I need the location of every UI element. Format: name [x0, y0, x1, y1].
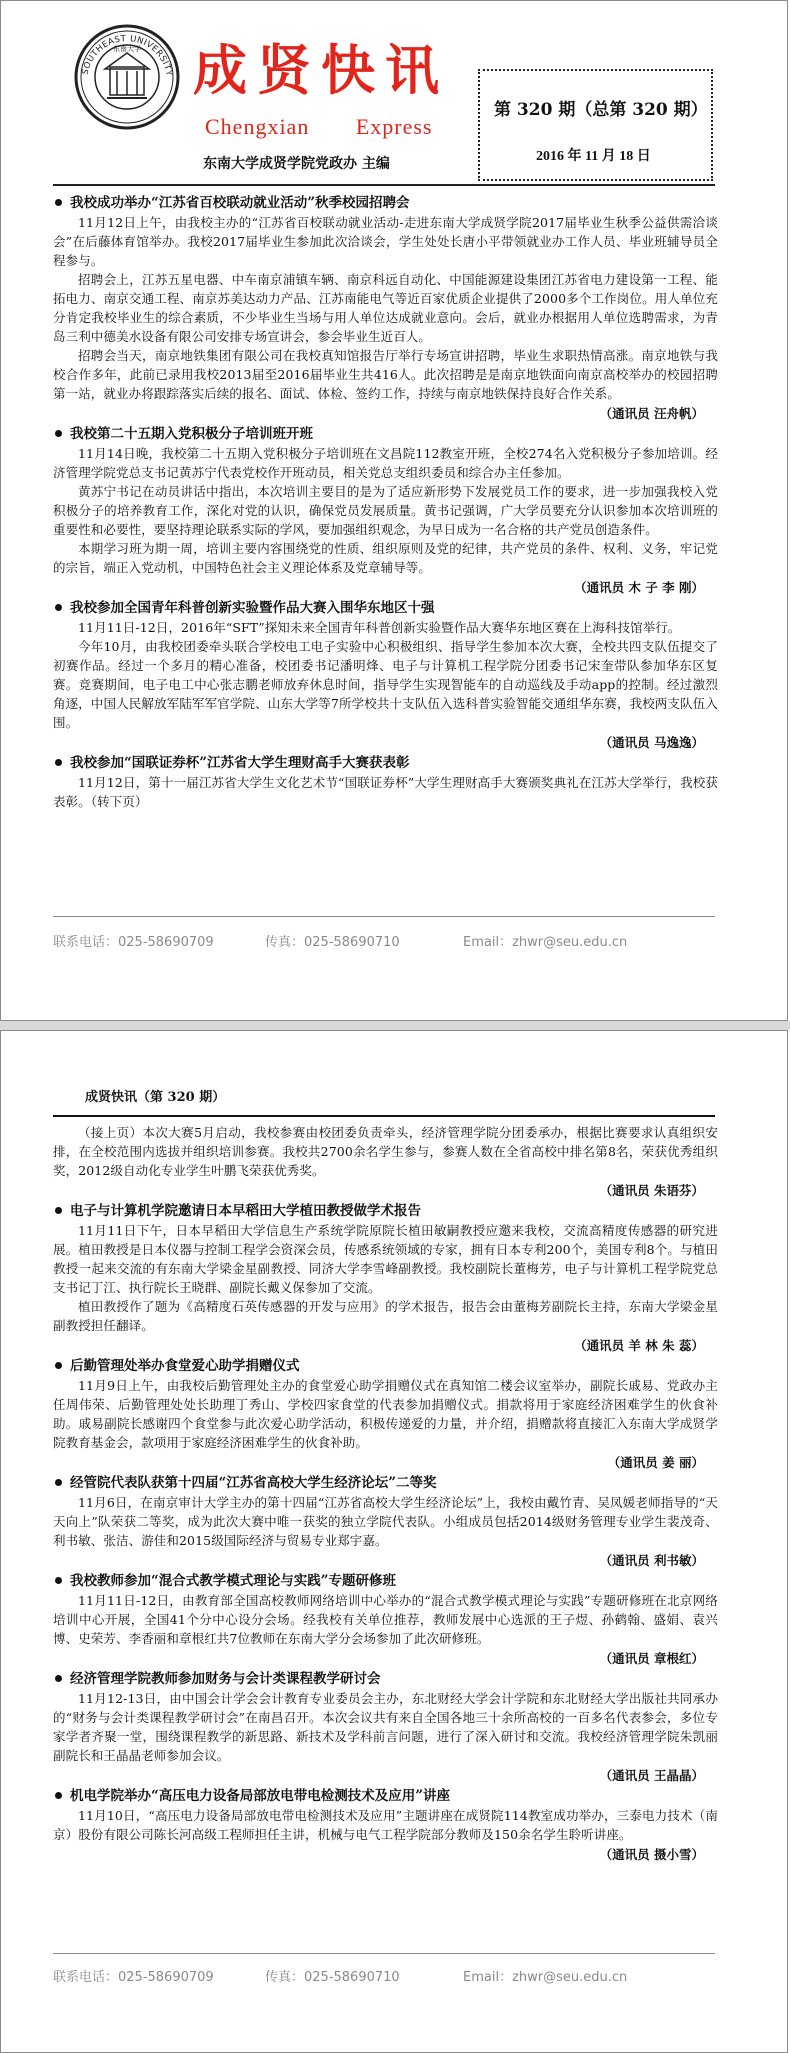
article-paragraph: 本期学习班为期一周，培训主要内容围绕党的性质、组织原则及党的纪律，共产党员的条件、权利、义务，牢记党的宗旨，端正入党动机，中国特色社会主义理论体系及党章辅导等。	[53, 541, 718, 575]
article	[53, 1787, 718, 1866]
newsletter-page-1	[0, 0, 788, 1021]
article-title	[53, 194, 718, 213]
article-title-text: 经管院代表队获第十四届“江苏省高校大学生经济论坛”二等奖	[70, 1475, 437, 1491]
article-title-text: 我校参加“国联证券杯”江苏省大学生理财高手大赛获表彰	[70, 755, 410, 771]
newsletter-subtitle: Chengxian Express	[205, 114, 433, 139]
article-paragraph: 招聘会上，江苏五星电器、中车南京浦镇车辆、南京科远自动化、中国能源建设集团江苏省电力建设第一工程、能拓电力、南京交通工程、南京苏美达动力产品、江苏南能电气等近百家优质企业提供了2000多个工作岗位。用人单位充分肯定我校毕业生的综合素质，不少毕业生当场与用人单位达成就业意向。会后，就业办根据用人单位选聘需求，为青岛三利中德美水设备有限公司安排专场宣讲会，参会毕业生近百人。	[53, 272, 718, 344]
article-byline: （通讯员 朱语芬）	[599, 1183, 704, 1198]
article-title	[53, 1474, 718, 1493]
article-paragraph: 11月11日-12日，2016年“SFT”探知未来全国青年科普创新实验暨作品大赛华东地区赛在上海科技馆举行。	[78, 620, 681, 635]
article-paragraph: 11月11日下午，日本早稻田大学信息生产系统学院原院长植田敏嗣教授应邀来我校，交流高精度传感器的研究进展。植田教授是日本仪器与控制工程学会资深会员，传感系统领域的专家，拥有日本专利200个，美国专利8个。与植田教授一起来交流的有东南大学梁金星副教授、同济大学李雪峰副教授。我校副院长董梅芳，电子与计算机工程学院党总支书记丁江、执行院长王晓群、副院长戴义保参加了交流。	[53, 1223, 718, 1295]
editor-line: 东南大学成贤学院党政办 主编	[203, 156, 390, 172]
article-title	[53, 599, 718, 618]
header-divider	[53, 184, 715, 186]
article	[53, 1572, 718, 1670]
bullet-icon	[55, 604, 62, 611]
bullet-icon	[55, 1362, 62, 1369]
article-byline: （通讯员 利书敏）	[599, 1553, 704, 1568]
newsletter-page-2	[0, 1030, 788, 2053]
seal-top-text: 东南大学	[113, 45, 141, 53]
article-paragraph: 植田教授作了题为《高精度石英传感器的开发与应用》的学术报告，报告会由董梅芳副院长主持，东南大学梁金星副教授担任翻译。	[53, 1299, 718, 1333]
article-paragraph: 11月6日，在南京审计大学主办的第十四届“江苏省高校大学生经济论坛”上，我校由戴竹青、吴凤媛老师指导的“天天向上”队荣获二等奖，成为此次大赛中唯一获奖的独立学院代表队。小组成员包括2014级财务管理专业学生裴茂奇、利书敏、张洁、游佳和2015级国际经济与贸易专业郑宇嘉。	[53, 1495, 718, 1548]
article-title-text: 我校第二十五期入党积极分子培训班开班	[70, 426, 313, 442]
article	[53, 425, 718, 599]
article	[53, 1123, 718, 1202]
article-title-text: 经济管理学院教师参加财务与会计类课程教学研讨会	[70, 1671, 381, 1687]
article-title	[53, 754, 718, 773]
svg-text:SOUTHEAST UNIVERSITY	[81, 34, 174, 77]
article-byline: （通讯员 王晶晶）	[599, 1768, 704, 1783]
issue-number: 第 320 期（总第 320 期）	[494, 100, 708, 120]
page-1-articles	[53, 194, 718, 811]
article	[53, 1202, 718, 1357]
article-byline: （通讯员 汪舟帆）	[599, 406, 704, 421]
article-byline: （通讯员 羊 林 朱 蕊）	[574, 1338, 704, 1353]
page-2-articles	[53, 1123, 718, 1866]
article-byline: （通讯员 章根红）	[599, 1651, 704, 1666]
article-title-text: 我校成功举办“江苏省百校联动就业活动”秋季校园招聘会	[70, 195, 410, 211]
article-title	[53, 1670, 718, 1689]
footer-fax-2: 传真：025-58690710	[265, 1970, 400, 1985]
article	[53, 1474, 718, 1572]
footer-phone: 联系电话：025-58690709	[53, 935, 214, 950]
bullet-icon	[55, 1792, 62, 1799]
article	[53, 1357, 718, 1474]
article-byline: （通讯员 马逸逸）	[599, 735, 704, 750]
bullet-icon	[55, 1675, 62, 1682]
article-byline: （通讯员 姜 丽）	[607, 1455, 704, 1470]
issue-date: 2016 年 11 月 18 日	[536, 149, 651, 164]
newsletter-title: 成贤快讯	[193, 38, 449, 102]
article-title	[53, 1787, 718, 1806]
bullet-icon	[55, 759, 62, 766]
bullet-icon	[55, 1577, 62, 1584]
bullet-icon	[55, 1479, 62, 1486]
article-title	[53, 1202, 718, 1221]
article-paragraph: 11月10日，“高压电力设备局部放电带电检测技术及应用”主题讲座在成贤院114教室成功举办，三泰电力技术（南京）股份有限公司陈长河高级工程师担任主讲，机械与电气工程学院部分教师及150余名学生聆听讲座。	[53, 1808, 718, 1842]
article-paragraph: （接上页）本次大赛5月启动，我校参赛由校团委负责牵头，经济管理学院分团委承办，根据比赛要求认真组织安排，在全校范围内选拔并组织培训参赛。我校共2700余名学生参与，参赛人数在全省高校中排名第8名，荣获优秀组织奖，2012级自动化专业学生叶鹏飞荣获优秀奖。	[53, 1125, 718, 1178]
running-header: 成贤快讯（第 320 期）	[85, 1090, 226, 1105]
page-gap	[0, 1021, 790, 1030]
article-title	[53, 1357, 718, 1376]
article-paragraph: 黄苏宁书记在动员讲话中指出，本次培训主要目的是为了适应新形势下发展党员工作的要求，进一步加强我校入党积极分子的培养教育工作，深化对党的认识，确保党员发展质量。黄书记强调，广大学员要充分认识参加本次培训班的重要性和必要性，要坚持理论联系实际的学风，要加强组织观念，为早日成为一名合格的共产党员创造条件。	[53, 484, 718, 537]
article-paragraph: 11月11日-12日，由教育部全国高校教师网络培训中心举办的“混合式教学模式理论与实践”专题研修班在北京网络培训中心开展，全国41个分中心设分会场。经我校有关单位推荐，教师发展中心选派的王子煜、孙鹤翰、盛娟、袁兴博、史荣芳、李香丽和章根红共7位教师在东南大学分会场参加了此次研修班。	[53, 1593, 718, 1646]
article-paragraph: 11月12日上午，由我校主办的“江苏省百校联动就业活动-走进东南大学成贤学院2017届毕业生秋季公益供需洽谈会”在后藤体育馆举办。我校2017届毕业生参加此次洽谈会，学生处处长唐小平带领就业办工作人员、毕业班辅导员全程参与。	[53, 215, 718, 268]
article-byline: （通讯员 摄小雪）	[599, 1847, 704, 1862]
seal-ring-text: SOUTHEAST UNIVERSITY	[80, 33, 174, 78]
footer-fax: 传真：025-58690710	[265, 935, 400, 950]
article	[53, 754, 718, 811]
bullet-icon	[55, 199, 62, 206]
article-title	[53, 1572, 718, 1591]
article	[53, 194, 718, 425]
article-title-text: 后勤管理处举办食堂爱心助学捐赠仪式	[70, 1358, 300, 1374]
article-paragraph: 11月14日晚，我校第二十五期入党积极分子培训班在文昌院112教室开班，全校274名入党积极分子参加培训。经济管理学院党总支书记黄苏宁代表党校作开班动员，相关党总支组织委员和综合办主任参加。	[53, 446, 718, 480]
footer-divider-2	[53, 1953, 715, 1954]
footer-email: Email：zhwr@seu.edu.cn	[463, 935, 628, 950]
article-paragraph: 11月12日，第十一届江苏省大学生文化艺术节“国联证券杯”大学生理财高手大赛颁奖典礼在江苏大学举行，我校获表彰。（转下页）	[53, 775, 718, 809]
article-title	[53, 425, 718, 444]
bullet-icon	[55, 430, 62, 437]
footer-divider	[53, 916, 715, 917]
article-title-text: 我校教师参加“混合式教学模式理论与实践”专题研修班	[70, 1573, 397, 1589]
article-paragraph: 招聘会当天，南京地铁集团有限公司在我校真知馆报告厅举行专场宣讲招聘，毕业生求职热情高涨。南京地铁与我校合作多年，此前已录用我校2013届至2016届毕业生共416人。此次招聘是是南京地铁面向南京高校举办的校园招聘第一站，就业办将跟踪落实后续的报名、面试、体检、签约工作，持续与南京地铁保持良好合作关系。	[53, 348, 718, 401]
article-title-text: 我校参加全国青年科普创新实验暨作品大赛入围华东地区十强	[70, 600, 435, 616]
article-title-text: 电子与计算机学院邀请日本早稻田大学植田教授做学术报告	[70, 1203, 421, 1219]
article	[53, 599, 718, 754]
running-header-divider	[53, 1115, 715, 1117]
article-paragraph: 11月9日上午，由我校后勤管理处主办的食堂爱心助学捐赠仪式在真知馆二楼会议室举办，副院长戚易、党政办主任周伟荣、后勤管理处处长助理丁秀山、学校四家食堂的代表参加捐赠仪式。捐款将用于家庭经济困难学生的伙食补助。戚易副院长感谢四个食堂参与此次爱心助学活动，积极传递爱的力量，并介绍，捐赠款将直接汇入东南大学成贤学院教育基金会，款项用于家庭经济困难学生的伙食补助。	[53, 1378, 718, 1450]
article-title-text: 机电学院举办“高压电力设备局部放电带电检测技术及应用”讲座	[70, 1788, 451, 1804]
issue-info-box	[478, 69, 713, 181]
university-seal-logo	[73, 23, 181, 131]
bullet-icon	[55, 1207, 62, 1214]
article-paragraph: 11月12-13日，由中国会计学会会计教育专业委员会主办，东北财经大学会计学院和东北财经大学出版社共同承办的“财务与会计类课程教学研讨会”在南昌召开。本次会议共有来自全国各地三十余所高校的一百多名代表参会，多位专家学者齐聚一堂，围绕课程教学的新思路、新技术及学科前言问题，进行了深入研讨和交流。我校经济管理学院朱凯丽副院长和王晶晶老师参加会议。	[53, 1691, 718, 1763]
article-paragraph: 今年10月，由我校团委牵头联合学校电工电子实验中心积极组织、指导学生参加本次大赛，全校共四支队伍提交了初赛作品。经过一个多月的精心准备，校团委书记潘明烽、电子与计算机工程学院分团委书记宋奎带队参加华东区复赛。竞赛期间，电子电工中心张志鹏老师放弃休息时间，指导学生实现智能车的自动巡线及手动app的控制。经过激烈角逐，中国人民解放军陆军军官学院、山东大学等7所学校共十支队伍入选科普实验智能交通组华东赛，我校两支队伍入围。	[53, 639, 718, 730]
article	[53, 1670, 718, 1787]
footer-phone-2: 联系电话：025-58690709	[53, 1970, 214, 1985]
article-byline: （通讯员 木 子 李 刚）	[574, 580, 704, 595]
footer-email-2: Email：zhwr@seu.edu.cn	[463, 1970, 628, 1985]
